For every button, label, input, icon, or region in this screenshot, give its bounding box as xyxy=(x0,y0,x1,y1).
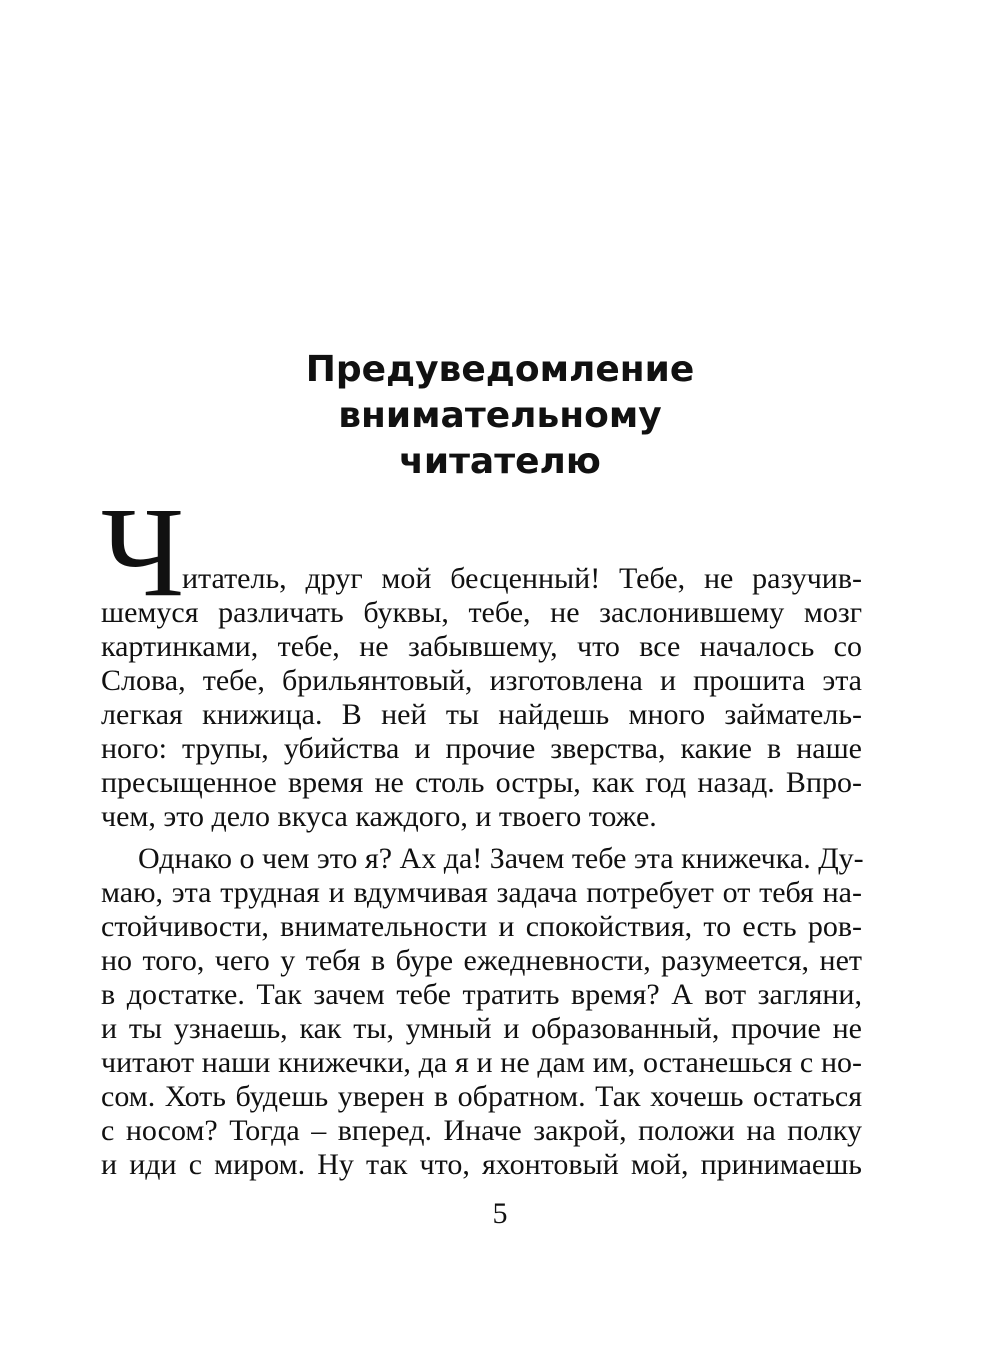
paragraph-2-line: и иди с миром. Ну так что, яхонтовый мой, принимаешь xyxy=(101,1148,862,1181)
chapter-title xyxy=(0,347,1000,485)
paragraph-2-line: и ты узнаешь, как ты, умный и образованный, прочие не xyxy=(101,1012,862,1045)
page-number: 5 xyxy=(492,1197,508,1230)
paragraph-1-line: пресыщенное время не столь остры, как год назад. Впро- xyxy=(101,766,862,799)
paragraph-2-line: стойчивости, внимательности и спокойствия, то есть ров- xyxy=(101,910,862,943)
paragraph-1-line: картинками, тебе, не забывшему, что все началось со xyxy=(101,630,862,663)
chapter-title-line-2: внимательному xyxy=(338,395,662,436)
paragraph-1-line: шемуся различать буквы, тебе, не заслонившему мозг xyxy=(101,596,862,629)
paragraph-2-line: но того, чего у тебя в буре ежедневности, разумеется, нет xyxy=(101,944,862,977)
paragraph-2 xyxy=(101,842,862,1182)
paragraph-1-line: итатель, друг мой бесценный! Тебе, не разучив- xyxy=(182,562,862,595)
paragraph-2-line: маю, эта трудная и вдумчивая задача потребует от тебя на- xyxy=(101,876,862,909)
chapter-title-line-1: Предуведомление xyxy=(305,349,695,390)
paragraph-2-line: в достатке. Так зачем тебе тратить время? А вот загляни, xyxy=(101,978,862,1011)
chapter-title-line-3: читателю xyxy=(399,441,601,482)
paragraph-2-line: с носом? Тогда – вперед. Иначе закрой, положи на полку xyxy=(101,1114,862,1147)
paragraph-2-line: Однако о чем это я? Ах да! Зачем тебе эта книжечка. Ду- xyxy=(138,842,864,875)
drop-cap-letter: Ч xyxy=(101,481,185,623)
paragraph-1-line: Слова, тебе, брильянтовый, изготовлена и прошита эта xyxy=(101,664,862,697)
paragraph-1-line: легкая книжица. В ней ты найдешь много займатель- xyxy=(101,698,862,731)
paragraph-1-line: ного: трупы, убийства и прочие зверства, какие в наше xyxy=(101,732,862,765)
paragraph-2-line: читают наши книжечки, да я и не дам им, останешься с но- xyxy=(101,1046,862,1079)
paragraph-1 xyxy=(101,562,862,834)
paragraph-1-line: чем, это дело вкуса каждого, и твоего тоже. xyxy=(101,800,657,833)
paragraph-2-line: сом. Хоть будешь уверен в обратном. Так хочешь остаться xyxy=(101,1080,862,1113)
